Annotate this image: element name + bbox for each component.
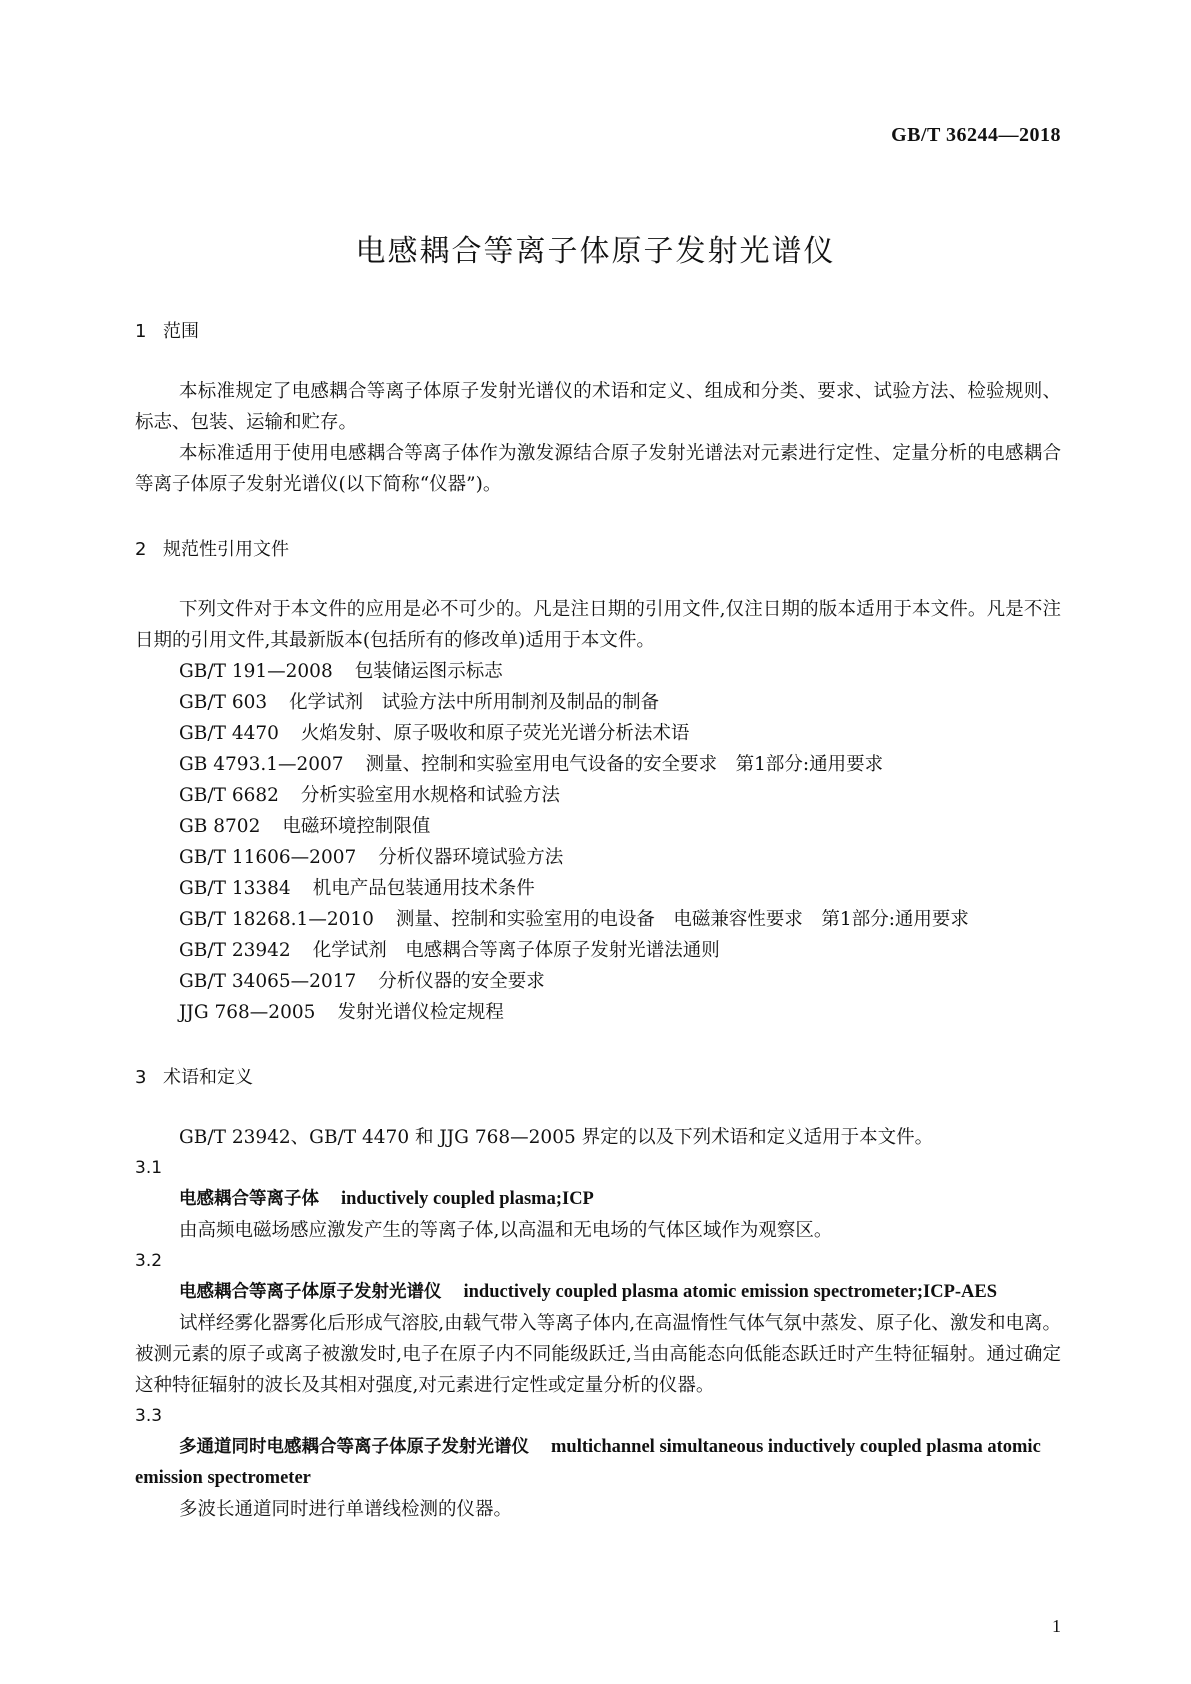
standard-code: GB/T 36244—2018: [891, 124, 1061, 146]
reference-item: [135, 935, 1061, 966]
reference-code: GB 8702: [179, 816, 261, 837]
page-number: 1: [1052, 1616, 1061, 1636]
section-number: 1: [135, 321, 147, 342]
term-definition: 多波长通道同时进行单谱线检测的仪器。: [179, 1499, 513, 1520]
term-number: 3.2: [135, 1251, 163, 1271]
reference-title: 机电产品包装通用技术条件: [312, 878, 535, 899]
reference-item: [135, 656, 1061, 687]
paragraph: 下列文件对于本文件的应用是必不可少的。凡是注日期的引用文件,仅注日期的版本适用于本文件。凡是不注日期的引用文件,其最新版本(包括所有的修改单)适用于本文件。: [135, 599, 1061, 651]
section-1-heading: [135, 318, 1061, 346]
term-zh: 电感耦合等离子体: [179, 1189, 319, 1209]
term-en: inductively coupled plasma;ICP: [341, 1189, 594, 1209]
reference-item: [135, 997, 1061, 1028]
reference-title: 分析实验室用水规格和试验方法: [300, 785, 560, 806]
reference-code: GB/T 18268.1—2010: [179, 909, 374, 930]
reference-title: 分析仪器环境试验方法: [378, 847, 564, 868]
term-name: [135, 1432, 1061, 1494]
reference-title: 化学试剂 试验方法中所用制剂及制品的制备: [289, 692, 660, 713]
reference-code: GB/T 603: [179, 692, 268, 713]
section-number: 3: [135, 1067, 147, 1088]
normative-reference-list: [135, 656, 1061, 1028]
term-number: 3.3: [135, 1406, 163, 1426]
reference-code: JJG 768—2005: [179, 1002, 316, 1023]
reference-item: [135, 873, 1061, 904]
reference-item: [135, 687, 1061, 718]
reference-code: GB/T 13384: [179, 878, 291, 899]
paragraph: 本标准适用于使用电感耦合等离子体作为激发源结合原子发射光谱法对元素进行定性、定量分析的电感耦合等离子体原子发射光谱仪(以下简称“仪器”)。: [135, 443, 1061, 495]
section-3-heading: [135, 1064, 1061, 1092]
reference-item: [135, 811, 1061, 842]
term-en: multichannel simultaneous inductively coupled plasma atomic emission spectrometer: [135, 1437, 1041, 1488]
reference-title: 电磁环境控制限值: [282, 816, 431, 837]
reference-title: 包装储运图示标志: [354, 661, 503, 682]
reference-title: 发射光谱仪检定规程: [337, 1002, 504, 1023]
reference-item: [135, 842, 1061, 873]
paragraph: 本标准规定了电感耦合等离子体原子发射光谱仪的术语和定义、组成和分类、要求、试验方法、检验规则、标志、包装、运输和贮存。: [135, 381, 1061, 433]
reference-code: GB 4793.1—2007: [179, 754, 344, 775]
reference-title: 火焰发射、原子吸收和原子荧光光谱分析法术语: [300, 723, 690, 744]
term-zh: 电感耦合等离子体原子发射光谱仪: [179, 1282, 442, 1302]
document-body: [135, 318, 1061, 1525]
reference-code: GB/T 11606—2007: [179, 847, 357, 868]
section-title: 术语和定义: [163, 1067, 253, 1088]
reference-code: GB/T 23942: [179, 940, 291, 961]
term-number: 3.1: [135, 1158, 163, 1178]
term-name: [135, 1184, 1061, 1215]
term-en: inductively coupled plasma atomic emission spectrometer;ICP-AES: [463, 1282, 998, 1302]
document-title: 电感耦合等离子体原子发射光谱仪: [355, 234, 836, 269]
reference-item: [135, 749, 1061, 780]
reference-title: 测量、控制和实验室用电气设备的安全要求 第1部分:通用要求: [365, 754, 884, 775]
reference-code: GB/T 4470: [179, 723, 279, 744]
section-number: 2: [135, 539, 147, 560]
reference-code: GB/T 34065—2017: [179, 971, 357, 992]
section-title: 范围: [163, 321, 199, 342]
paragraph: GB/T 23942、GB/T 4470 和 JJG 768—2005 界定的以及下列术语和定义适用于本文件。: [179, 1127, 934, 1148]
reference-title: 测量、控制和实验室用的电设备 电磁兼容性要求 第1部分:通用要求: [395, 909, 969, 930]
section-title: 规范性引用文件: [163, 539, 289, 560]
term-definition: 由高频电磁场感应激发产生的等离子体,以高温和无电场的气体区域作为观察区。: [179, 1220, 833, 1241]
reference-item: [135, 966, 1061, 997]
reference-item: [135, 718, 1061, 749]
reference-title: 分析仪器的安全要求: [378, 971, 545, 992]
reference-item: [135, 780, 1061, 811]
term-name: [135, 1277, 1061, 1308]
reference-code: GB/T 191—2008: [179, 661, 333, 682]
term-zh: 多通道同时电感耦合等离子体原子发射光谱仪: [179, 1437, 529, 1457]
section-2-heading: [135, 536, 1061, 564]
reference-item: [135, 904, 1061, 935]
reference-code: GB/T 6682: [179, 785, 279, 806]
term-definition: 试样经雾化器雾化后形成气溶胶,由载气带入等离子体内,在高温惰性气体气氛中蒸发、原子化、激发和电离。被测元素的原子或离子被激发时,电子在原子内不同能级跃迁,当由高能态向低能态跃迁时产生特征辐射。通过确定这种特征辐射的波长及其相对强度,对元素进行定性或定量分析的仪器。: [135, 1313, 1061, 1396]
reference-title: 化学试剂 电感耦合等离子体原子发射光谱法通则: [312, 940, 720, 961]
